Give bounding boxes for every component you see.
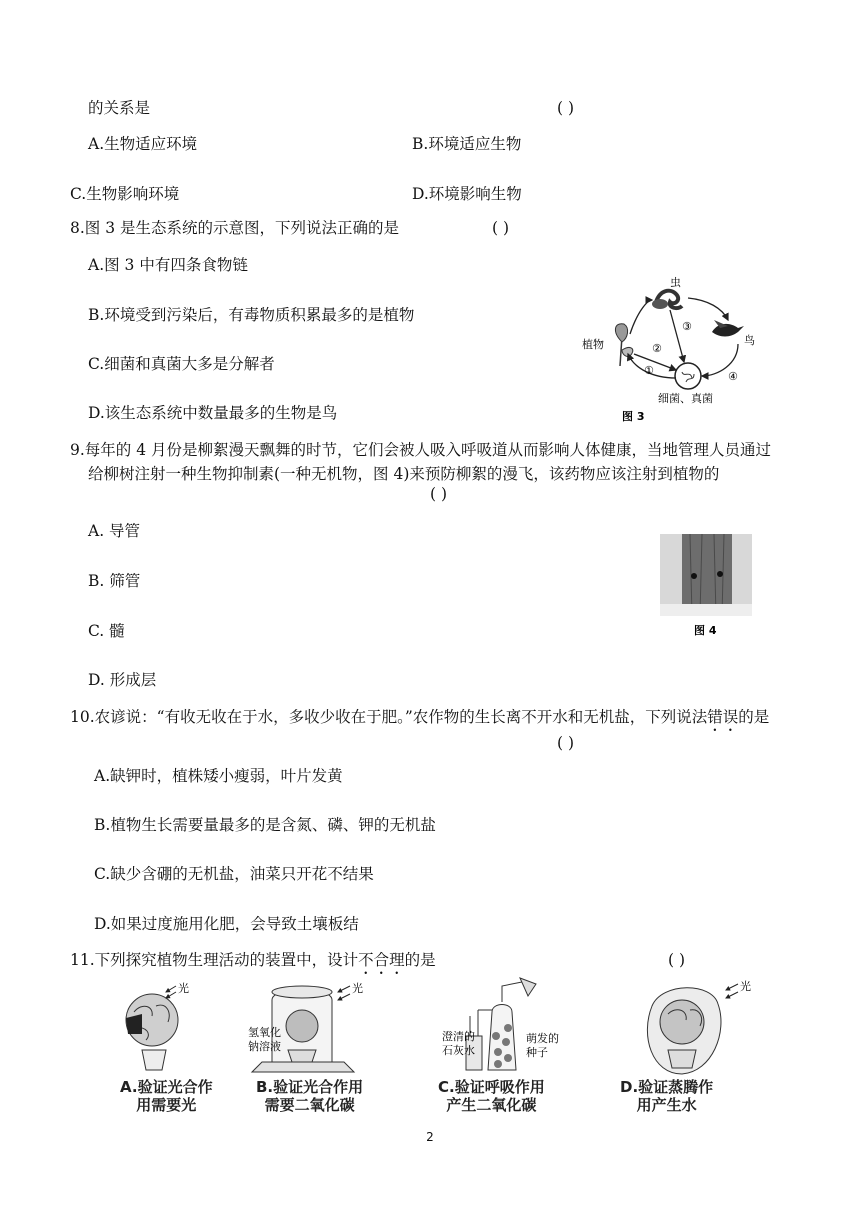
arrow-plant-to-insect [630, 300, 652, 334]
apparatus-a-caption-line2: 用需要光 [136, 1096, 197, 1114]
q11-answer-paren: ( ) [668, 951, 686, 969]
q7-stem-tail: 的关系是 [88, 99, 151, 117]
q9-option-c: C. 髓 [88, 622, 125, 640]
q10-stem-pre: 10.农谚说：“有收无收在于水，多收少收在于肥。”农作物的生长离不开水和无机盐，下列说法 [70, 708, 708, 726]
arrow-label-1: ① [644, 364, 654, 377]
apparatus-a-light-label: 光 [178, 982, 189, 995]
q10-answer-paren: ( ) [557, 734, 575, 752]
q8-answer-paren: ( ) [492, 219, 510, 237]
q8-option-a: A.图 3 中有四条食物链 [88, 256, 248, 274]
label-decomposer: 细菌、真菌 [658, 392, 713, 405]
ecosystem-diagram [578, 270, 778, 430]
apparatus-a-caption [120, 1078, 213, 1114]
q11-stem [70, 950, 436, 978]
q10-option-a: A.缺钾时，植株矮小瘦弱，叶片发黄 [94, 767, 343, 785]
figure-3-caption: 图 3 [622, 410, 645, 423]
apparatus-c-seeds-label-2: 种子 [526, 1046, 548, 1059]
arrow-label-4: ④ [728, 370, 738, 383]
bird-icon [712, 320, 744, 337]
q10-stem [70, 707, 769, 735]
q7-option-d: D.环境影响生物 [412, 185, 522, 203]
q11-stem-pre: 11.下列探究植物生理活动的装置中，设计 [70, 951, 359, 969]
arrow-insect-to-bird [688, 298, 728, 320]
apparatus-c-limewater-label-2: 石灰水 [442, 1044, 475, 1057]
apparatus-c-caption [438, 1078, 545, 1114]
apparatus-d-transpiration-icon [647, 979, 751, 1074]
apparatus-b-bell-jar-icon [248, 981, 363, 1072]
q11-stem-emphasis: 不合理 [358, 951, 405, 969]
plant-icon [615, 324, 632, 366]
apparatus-a-plant-pot-icon [126, 981, 189, 1070]
apparatus-b-caption-line2: 需要二氧化碳 [264, 1096, 355, 1114]
q8-option-c: C.细菌和真菌大多是分解者 [88, 355, 275, 373]
q9-option-b: B. 筛管 [88, 572, 141, 590]
arrow-insect-to-decomposer [670, 310, 684, 362]
apparatus-d-caption [620, 1078, 713, 1114]
apparatus-a-caption-line1: A.验证光合作 [120, 1078, 213, 1096]
decomposer-circle [675, 363, 701, 389]
trunk-icon [682, 534, 732, 616]
q9-stem-line1: 9.每年的 4 月份是柳絮漫天飘舞的时节，它们会被人吸入呼吸道从而影响人体健康，当地管理人员通过 [70, 441, 772, 459]
q7-option-b: B.环境适应生物 [412, 135, 522, 153]
figure-3-ecosystem [578, 270, 778, 430]
q9-stem-line2: 给柳树注射一种生物抑制素(一种无机物，图 4)来预防柳絮的漫飞，该药物应该注射到植物的 [88, 465, 720, 483]
label-insect: 虫 [670, 276, 681, 289]
q7-option-a: A.生物适应环境 [88, 135, 198, 153]
apparatus-b-light-label: 光 [352, 982, 363, 995]
apparatus-c-respiration-icon [442, 978, 559, 1070]
figure-4-caption: 图 4 [694, 624, 717, 637]
apparatus-c-limewater-label-1: 澄清的 [442, 1030, 475, 1043]
q10-stem-post: 的是 [738, 708, 770, 726]
label-bird: 鸟 [744, 334, 755, 347]
apparatus-d-caption-line1: D.验证蒸腾作 [620, 1078, 714, 1096]
arrow-label-3: ③ [682, 320, 692, 333]
q8-option-d: D.该生态系统中数量最多的生物是鸟 [88, 404, 338, 422]
q9-option-d: D. 形成层 [88, 671, 157, 689]
q10-option-d: D.如果过度施用化肥，会导致土壤板结 [94, 915, 359, 933]
page-number: 2 [426, 1130, 434, 1144]
apparatus-c-caption-line2: 产生二氧化碳 [446, 1096, 537, 1114]
q11-stem-post: 的是 [404, 951, 436, 969]
q7-answer-paren: ( ) [557, 99, 575, 117]
q8-option-b: B.环境受到污染后，有毒物质积累最多的是植物 [88, 306, 415, 324]
apparatus-b-naoh-label-2: 钠溶液 [248, 1040, 281, 1053]
insect-icon [652, 291, 682, 309]
apparatus-d-caption-line2: 用产生水 [636, 1096, 697, 1114]
q11-apparatus-row [112, 976, 832, 1076]
apparatus-b-caption [256, 1078, 363, 1114]
q9-option-a: A. 导管 [88, 522, 141, 540]
apparatus-d-light-label: 光 [740, 980, 751, 993]
q10-option-c: C.缺少含硼的无机盐，油菜只开花不结果 [94, 865, 374, 883]
q7-option-c: C.生物影响环境 [70, 185, 180, 203]
q10-option-b: B.植物生长需要量最多的是含氮、磷、钾的无机盐 [94, 816, 436, 834]
q8-stem: 8.图 3 是生态系统的示意图，下列说法正确的是 [70, 219, 400, 237]
q9-answer-paren: ( ) [430, 485, 448, 503]
apparatus-c-caption-line1: C.验证呼吸作用 [438, 1078, 545, 1096]
apparatus-b-caption-line1: B.验证光合作用 [256, 1078, 364, 1096]
arrow-label-2: ② [652, 342, 662, 355]
apparatus-b-naoh-label-1: 氢氧化 [248, 1026, 281, 1039]
q10-stem-emphasis: 错误 [707, 708, 739, 726]
apparatus-c-seeds-label-1: 萌发的 [526, 1032, 559, 1045]
figure-4-tree-trunk [660, 534, 752, 644]
label-plant: 植物 [582, 338, 604, 351]
